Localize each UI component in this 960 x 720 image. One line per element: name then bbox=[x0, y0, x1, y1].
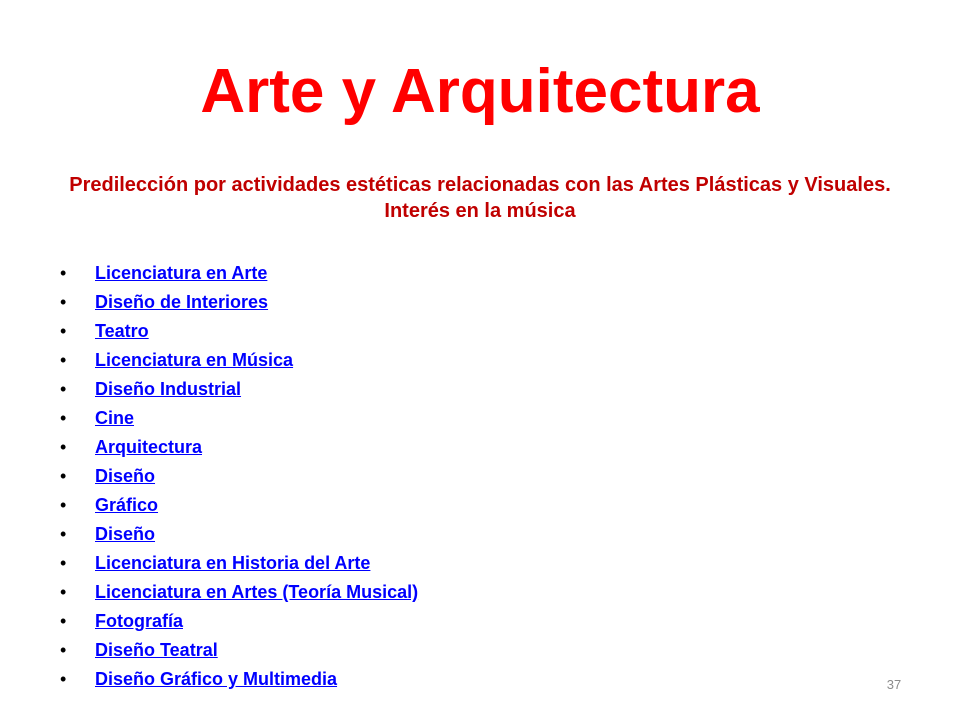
list-item bbox=[60, 607, 418, 636]
bullet-icon: • bbox=[60, 437, 67, 457]
list-item bbox=[60, 317, 418, 346]
list-item bbox=[60, 288, 418, 317]
bullet-icon: • bbox=[60, 321, 67, 341]
link-diseno-teatral[interactable]: Diseño Teatral bbox=[95, 640, 218, 660]
bullet-icon: • bbox=[60, 466, 67, 486]
link-arquitectura[interactable]: Arquitectura bbox=[95, 437, 203, 457]
list-item bbox=[60, 375, 418, 404]
link-diseno[interactable]: Diseño bbox=[95, 466, 156, 486]
link-licenciatura-en-artes-teoria-musical[interactable]: Licenciatura en Artes (Teoría Musical) bbox=[95, 582, 419, 602]
link-cine[interactable]: Cine bbox=[95, 408, 135, 428]
list-item bbox=[60, 520, 418, 549]
list-item bbox=[60, 549, 418, 578]
link-licenciatura-en-historia-del-arte[interactable]: Licenciatura en Historia del Arte bbox=[95, 553, 371, 573]
list-item bbox=[60, 433, 418, 462]
list-item bbox=[60, 636, 418, 665]
slide-title: Arte y Arquitectura bbox=[200, 57, 760, 126]
list-item bbox=[60, 665, 418, 694]
bullet-icon: • bbox=[60, 582, 67, 602]
bullet-icon: • bbox=[60, 292, 67, 312]
link-diseno-2[interactable]: Diseño bbox=[95, 524, 156, 544]
link-grafico[interactable]: Gráfico bbox=[95, 495, 159, 515]
bullet-icon: • bbox=[60, 553, 67, 573]
bullet-icon: • bbox=[60, 350, 67, 370]
list-item bbox=[60, 462, 418, 491]
list-item bbox=[60, 578, 418, 607]
link-diseno-de-interiores[interactable]: Diseño de Interiores bbox=[95, 292, 269, 312]
link-diseno-industrial[interactable]: Diseño Industrial bbox=[95, 379, 242, 399]
bullet-icon: • bbox=[60, 640, 67, 660]
bullet-icon: • bbox=[60, 669, 67, 689]
slide-subtitle: Predilección por actividades estéticas relacionadas con las Artes Plásticas y Visuales. Interés en la música bbox=[69, 174, 891, 222]
link-fotografia[interactable]: Fotografía bbox=[95, 611, 183, 631]
link-diseno-grafico-y-multimedia[interactable]: Diseño Gráfico y Multimedia bbox=[95, 669, 338, 689]
bullet-icon: • bbox=[60, 524, 67, 544]
list-item bbox=[60, 346, 418, 375]
bullet-icon: • bbox=[60, 263, 67, 283]
link-teatro[interactable]: Teatro bbox=[95, 321, 149, 341]
bullet-icon: • bbox=[60, 408, 67, 428]
list-item bbox=[60, 404, 418, 433]
link-licenciatura-en-arte[interactable]: Licenciatura en Arte bbox=[95, 263, 268, 283]
page-number: 37 bbox=[886, 677, 902, 692]
career-link-list bbox=[60, 259, 418, 694]
list-item bbox=[60, 491, 418, 520]
list-item bbox=[60, 259, 418, 288]
bullet-icon: • bbox=[60, 611, 67, 631]
bullet-icon: • bbox=[60, 495, 67, 515]
bullet-icon: • bbox=[60, 379, 67, 399]
link-licenciatura-en-musica[interactable]: Licenciatura en Música bbox=[95, 350, 294, 370]
